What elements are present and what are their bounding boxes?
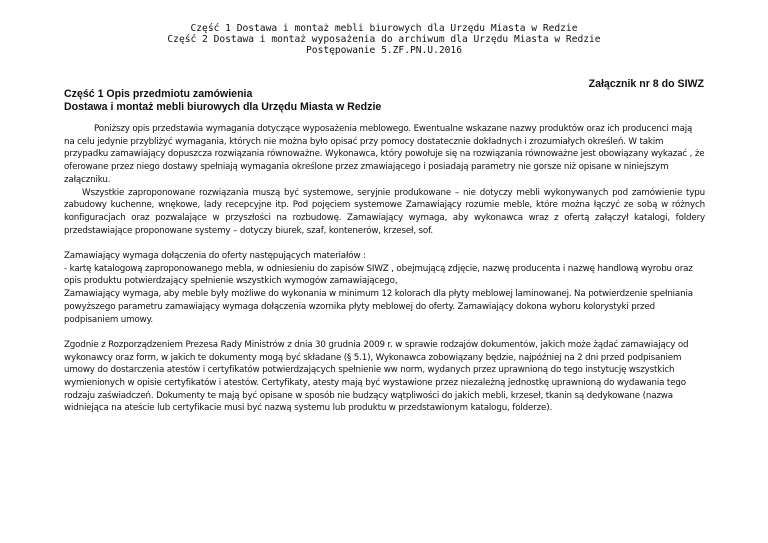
paragraph-colors: Zamawiający wymaga, aby meble były możliwe do wykonania w minimum 12 kolorach dla płyty meblowej laminowanej. Na potwierdzenie spełniania powyższego parametru zamawiający wymaga dołączenia wzornika płyty meblowej do oferty. Zamawiający dokona wyboru kolorystyki przed podpisaniem umowy. (64, 289, 693, 325)
document-header (0, 23, 768, 56)
section-title: Część 1 Opis przedmiotu zamówienia (64, 88, 253, 100)
header-line-part2: Część 2 Dostawa i montaż wyposażenia do archiwum dla Urzędu Miasta w Redzie (167, 34, 601, 45)
paragraph-certificates: Zgodnie z Rozporządzeniem Prezesa Rady Ministrów z dnia 30 grudnia 2009 r. w sprawie rodzajów dokumentów, jakich może żądać zamawiający od wykonawcy oraz form, w jakich te dokumenty mogą być składane (§ 5.1), Wykonawca zobowiązany będzie, najpóźniej na 2 dni przed podpisaniem umowy do dostarczenia atestów i certyfikatów potwierdzających spełnienie ww norm, wydanych przez uprawnioną do tego instytucję wszystkich wymienionych w opisie certyfikatów i atestów. Certyfikaty, atesty mają być wystawione przez niezależną jednostkę uprawnioną do wydawania tego rodzaju zaświadczeń. Dokumenty te mają być opisane w sposób nie budzący wątpliwości do jakich mebli, krzeseł, tkanin są dedykowane (nazwa widniejąca na ateście lub certyfikacie musi być nazwą systemu lub produktu w przedstawionym katalogu, folderze). (64, 339, 689, 414)
header-line-part1: Część 1 Dostawa i montaż mebli biurowych dla Urzędu Miasta w Redzie (190, 23, 578, 34)
header-line-procedure: Postępowanie 5.ZF.PN.U.2016 (306, 45, 462, 56)
paragraph-materials-heading: Zamawiający wymaga dołączenia do oferty następujących materiałów : (64, 251, 366, 262)
document-body (64, 123, 705, 415)
paragraph-catalog-card: - kartę katalogową zaproponowanego mebla, w odniesieniu do zapisów SIWZ , obejmującą zdjęcie, nazwę producenta i nazwę handlową wyrobu oraz opis produktu potwierdzający spełnienie wszystkich wymogów zamawiającego, (64, 263, 693, 287)
paragraph-systems: Wszystkie zaproponowane rozwiązania muszą być systemowe, seryjnie produkowane – nie dotyczy mebli wykonywanych pod zamówienie typu zabudowy kuchenne, wnękowe, lady recepcyjne itp. Pod pojęciem systemowe Zamawiający rozumie meble, które można łączyć ze sobą w różnych konfiguracjach oraz pozwalające w przyszłości na rozbudowę. Zamawiający wymaga, aby wykonawca wraz z ofertą załączył katalogi, foldery przedstawiające proponowane systemy – dotyczy biurek, szaf, kontenerów, krzeseł, sof. (64, 187, 705, 236)
section-subtitle: Dostawa i montaż mebli biurowych dla Urzędu Miasta w Redzie (64, 100, 382, 113)
section-heading (64, 88, 381, 113)
annex-label: Załącznik nr 8 do SIWZ (588, 78, 704, 90)
paragraph-intro: Poniższy opis przedstawia wymagania dotyczące wyposażenia meblowego. Ewentualne wskazane nazwy produktów oraz ich producenci mają na celu jedynie przybliżyć wymagania, których nie można było opisać przy pomocy dostatecznie dokładnych i zrozumiałych określeń. W takim przypadku zamawiający dopuszcza rozwiązania równoważne. Wykonawca, który powołuje się na rozwiązania równoważne jest obowiązany wykazać , że oferowane przez niego dostawy spełniają wymagania określone przez zmawiającego i posiadają parametry nie gorsze niż opisane w niniejszym załączniku. (64, 124, 705, 185)
